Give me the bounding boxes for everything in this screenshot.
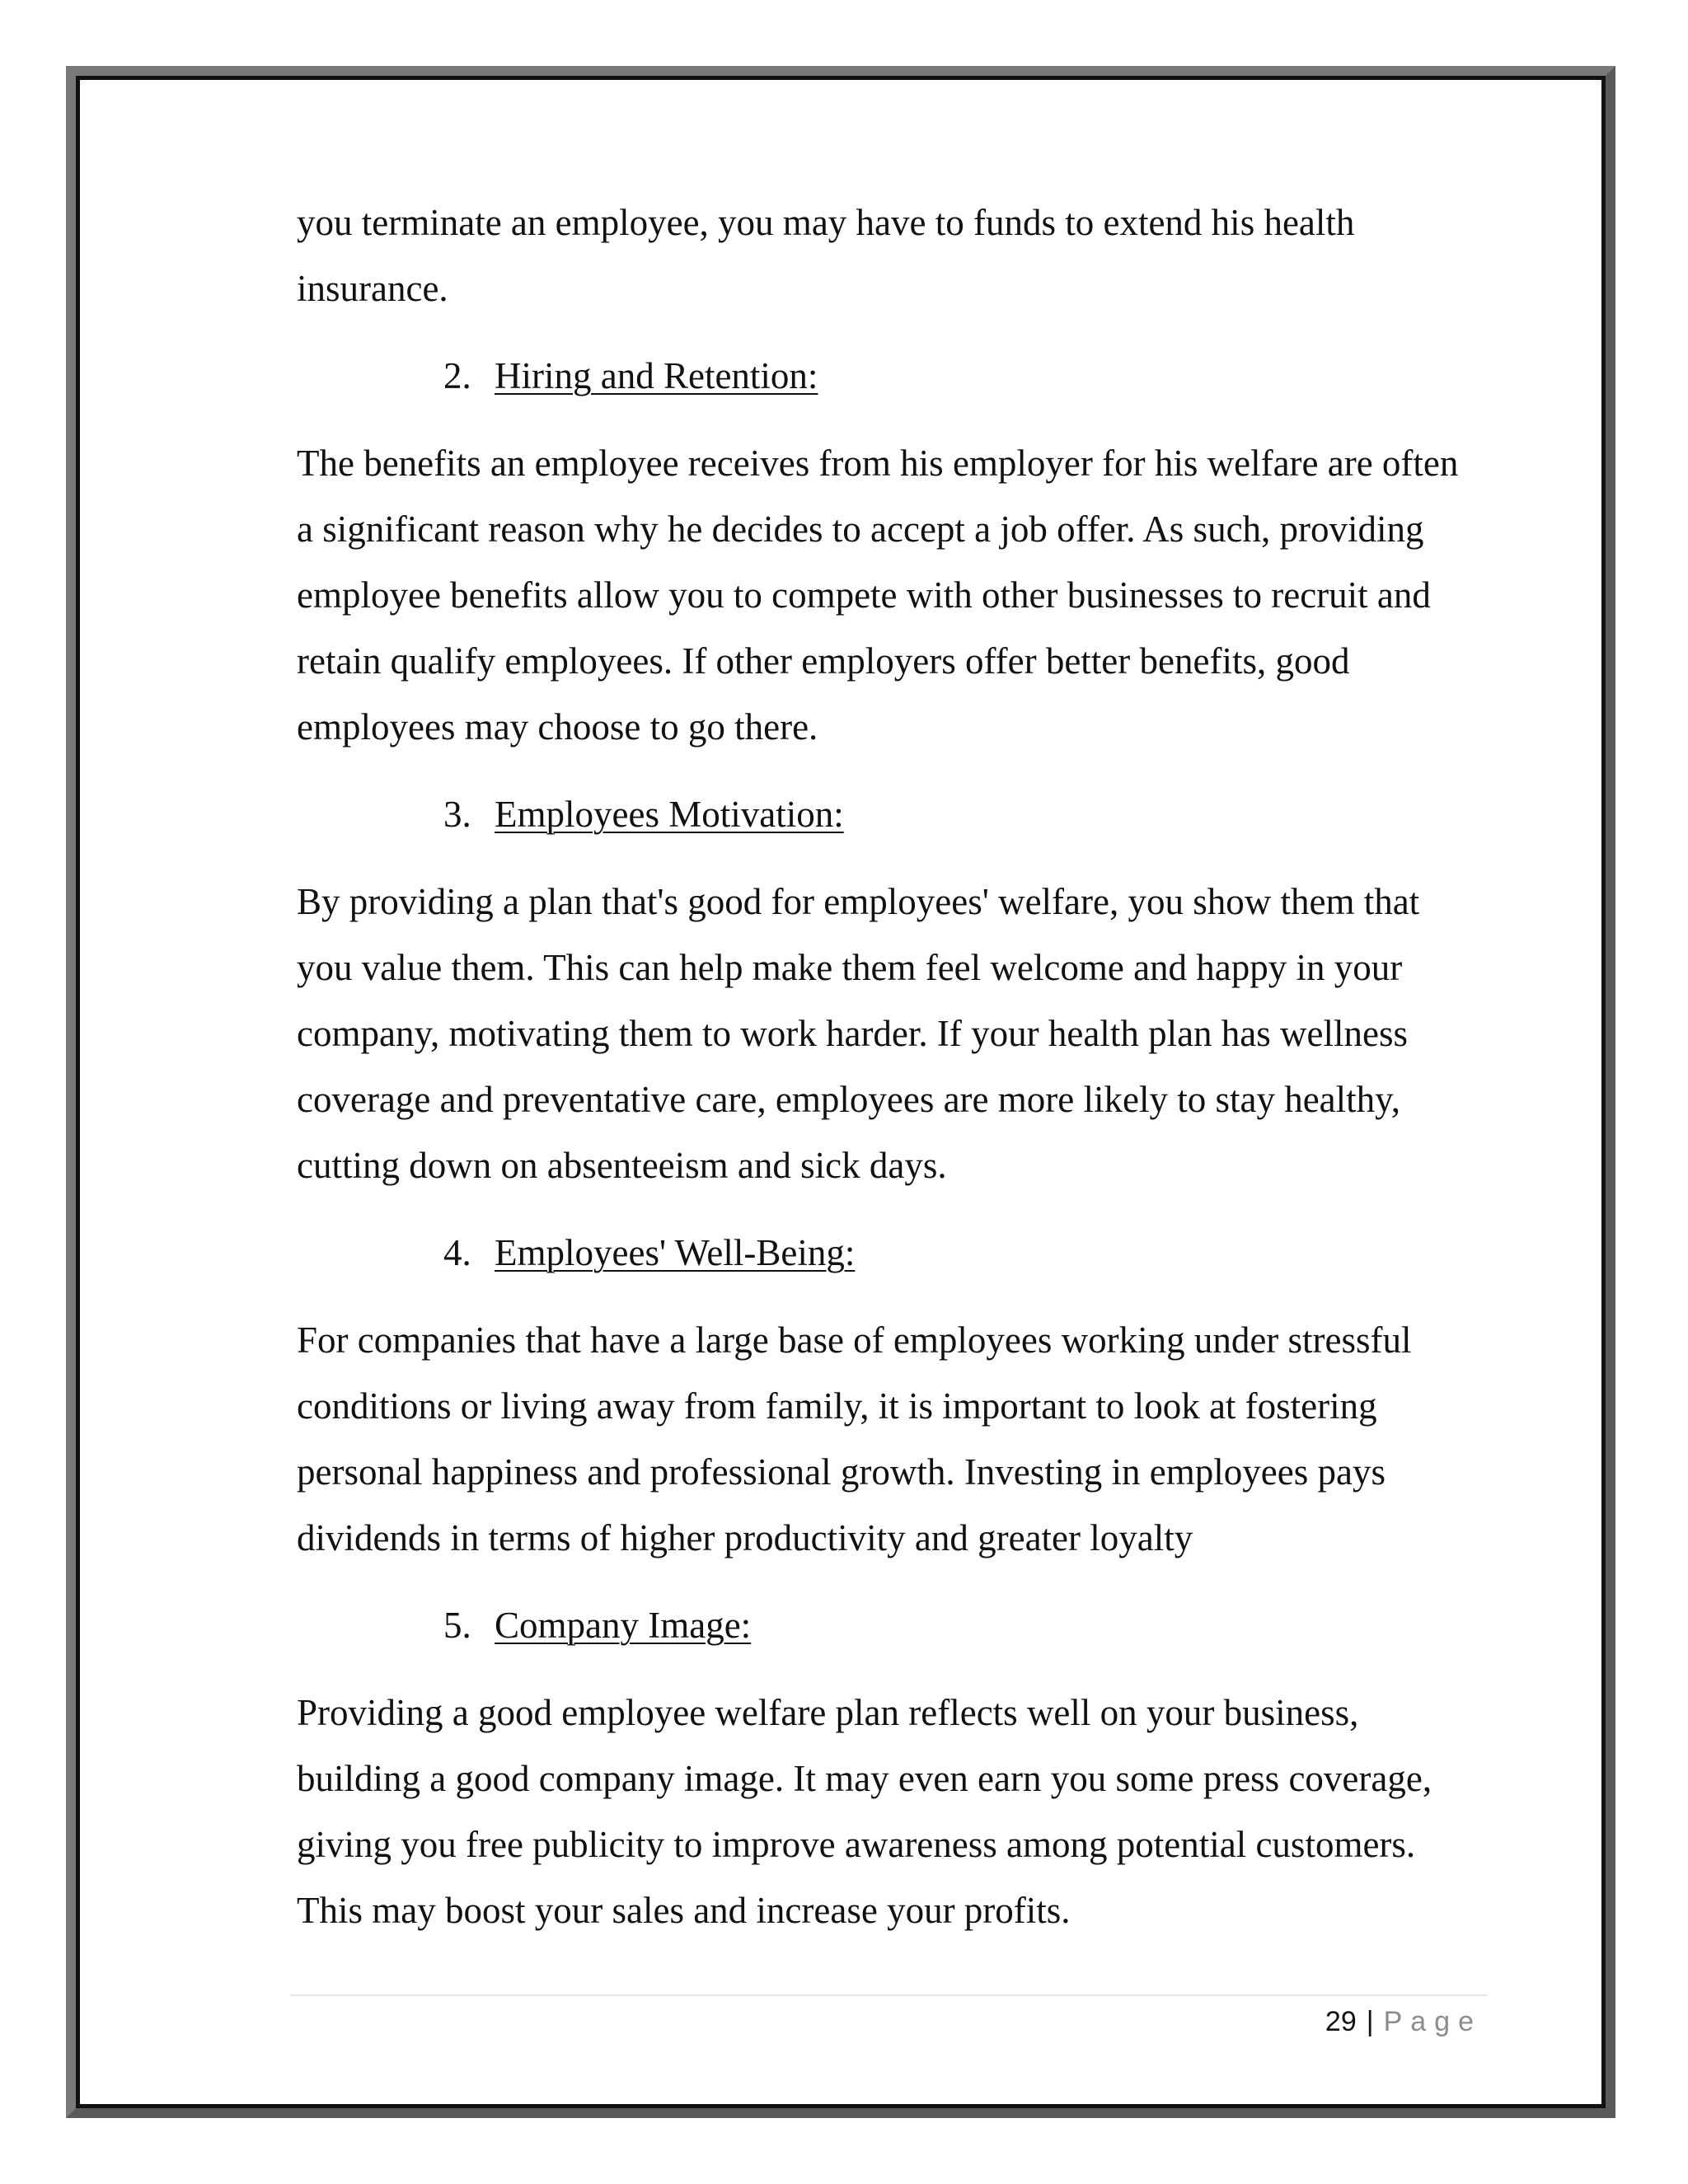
heading-title: Employees' Well-Being:: [495, 1232, 856, 1273]
paragraph-company-image: Providing a good employee welfare plan reflects well on your business, building a good company image. It may even earn you some press coverage, giving you free publicity to improve awareness among potential customers. This may boost your sales and increase your profits.: [297, 1692, 1432, 1931]
heading-title: Hiring and Retention:: [495, 355, 818, 396]
heading-company-image: [297, 1592, 1484, 1658]
heading-number: 4.: [443, 1232, 471, 1273]
document-body: [297, 190, 1484, 1943]
heading-title: Employees Motivation:: [495, 794, 844, 835]
page-footer: [1325, 2001, 1482, 2042]
paragraph-well-being: For companies that have a large base of employees working under stressful conditions or living away from family, it is important to look at fostering personal happiness and professional growth. Investing in employees pays dividends in terms of higher productivity and greater loyalty: [297, 1319, 1412, 1558]
heading-number: 3.: [443, 794, 471, 835]
footer-separator: |: [1366, 2006, 1374, 2037]
paragraph-intro: you terminate an employee, you may have to funds to extend his health insurance.: [297, 202, 1355, 309]
heading-number: 2.: [443, 355, 471, 396]
paragraph-motivation: By providing a plan that's good for employees' welfare, you show them that you value them. This can help make them feel welcome and happy in your company, motivating them to work harder. If your health plan has wellness coverage and preventative care, employees are more likely to stay healthy, cutting down on absenteeism and sick days.: [297, 881, 1420, 1186]
paragraph-hiring: The benefits an employee receives from his employer for his welfare are often a significant reason why he decides to accept a job offer. As such, providing employee benefits allow you to compete with other businesses to recruit and retain qualify employees. If other employers offer better benefits, good employees may choose to go there.: [297, 443, 1459, 748]
page-label: Page: [1383, 2006, 1482, 2037]
heading-number: 5.: [443, 1605, 471, 1646]
footer-divider: [290, 1994, 1487, 1996]
heading-employees-motivation: [297, 781, 1484, 847]
heading-employees-well-being: [297, 1220, 1484, 1286]
heading-hiring-retention: [297, 343, 1484, 409]
heading-title: Company Image:: [495, 1605, 752, 1646]
page-number: 29: [1325, 2006, 1357, 2037]
